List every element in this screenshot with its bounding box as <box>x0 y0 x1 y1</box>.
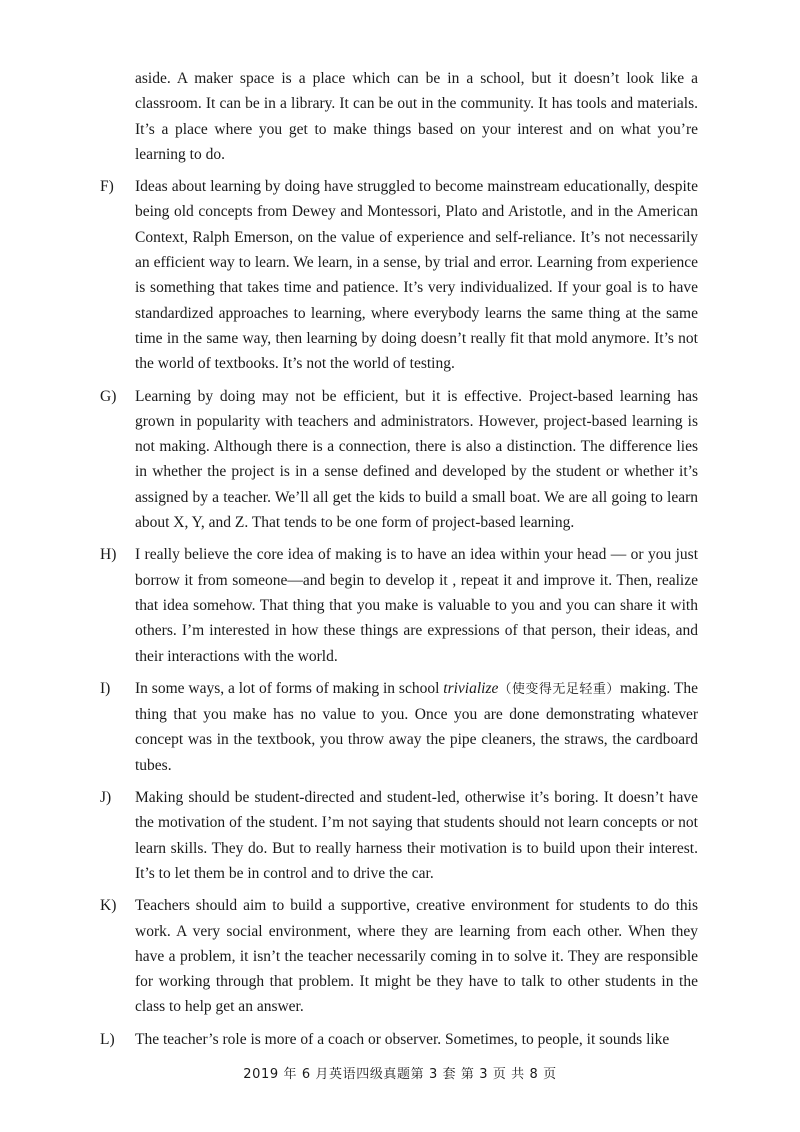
paragraph-label: G) <box>100 387 117 405</box>
italic-term: trivialize <box>443 679 499 697</box>
paragraph-g <box>100 384 698 536</box>
reading-passage <box>100 66 698 1059</box>
text-before: In some ways, a lot of forms of making in school <box>135 679 444 697</box>
paragraph-text: Ideas about learning by doing have struggled to become mainstream educationally, despite being old concepts from Dewey and Montessori, Plato and Aristotle, and in the American Context, Ralph Emerson, on the value of experience and self-reliance. It’s not necessarily an efficient way to learn. We learn, in a sense, by trial and error. Learning from experience is something that takes time and patience. It’s very individualized. If your goal is to have standardized approaches to learning, where everybody learns the same thing at the same time in the same way, then learning by doing doesn’t really fit that mold anymore. It’s not the world of textbooks. It’s not the world of testing. <box>135 178 698 373</box>
paragraph-label: J) <box>100 789 112 807</box>
paragraph-label: F) <box>100 178 114 196</box>
text-after: making. The thing that you make has no value to you. Once you are done demonstrating whatever concept was in the textbook, you throw away the pipe cleaners, the straws, the cardboard tubes. <box>135 679 699 774</box>
paragraph-j <box>100 785 698 886</box>
paragraph-text: aside. A maker space is a place which can be in a school, but it doesn’t look like a classroom. It can be in a library. It can be out in the community. It has tools and materials. It’s a place where you get to make things based on your interest and on what you’re learning to do. <box>135 70 698 163</box>
paragraph-l <box>100 1027 698 1052</box>
paragraph-h <box>100 542 698 668</box>
paragraph-text: I really believe the core idea of making is to have an idea within your head — or you just borrow it from someone—and begin to develop it , repeat it and improve it. Then, realize that idea somehow. That thing that you make is valuable to you and you can share it with others. I’m interested in how these things are expressions of that person, their ideas, and their interactions with the world. <box>135 546 698 665</box>
paragraph-i <box>100 676 698 778</box>
paragraph-text: The teacher’s role is more of a coach or observer. Sometimes, to people, it sounds like <box>135 1030 670 1048</box>
paragraph-label: I) <box>100 679 111 697</box>
paragraph-label: H) <box>100 546 117 564</box>
paragraph-text <box>135 676 698 778</box>
paragraph-continued <box>100 66 698 167</box>
paragraph-text: Making should be student-directed and student-led, otherwise it’s boring. It doesn’t have the motivation of the student. I’m not saying that students should not learn concepts or not learn skills. They do. But to really harness their motivation is to build upon their interest. It’s to let them be in control and to drive the car. <box>135 789 698 882</box>
paragraph-f <box>100 174 698 376</box>
paragraph-text: Learning by doing may not be efficient, but it is effective. Project-based learning has grown in popularity with teachers and administrators. However, project-based learning is not making. Although there is a connection, there is also a distinction. The difference lies in whether the project is in a sense defined and developed by the student or whether it’s assigned by a teacher. We’ll all get the kids to build a small boat. We are all going to learn about X, Y, and Z. That tends to be one form of project-based learning. <box>135 387 698 532</box>
paragraph-label: K) <box>100 897 117 915</box>
paragraph-label: L) <box>100 1030 115 1048</box>
page-footer: 2019 年 6 月英语四级真题第 3 套 第 3 页 共 8 页 <box>243 1067 557 1082</box>
paragraph-text: Teachers should aim to build a supportive, creative environment for students to do this work. A very social environment, where they are learning from each other. When they have a problem, it isn’t the teacher necessarily coming in to solve it. They are responsible for working through that problem. It might be they have to talk to other students in the class to help get an answer. <box>135 897 698 1016</box>
chinese-gloss: （使变得无足轻重） <box>498 681 620 697</box>
paragraph-k <box>100 893 698 1019</box>
